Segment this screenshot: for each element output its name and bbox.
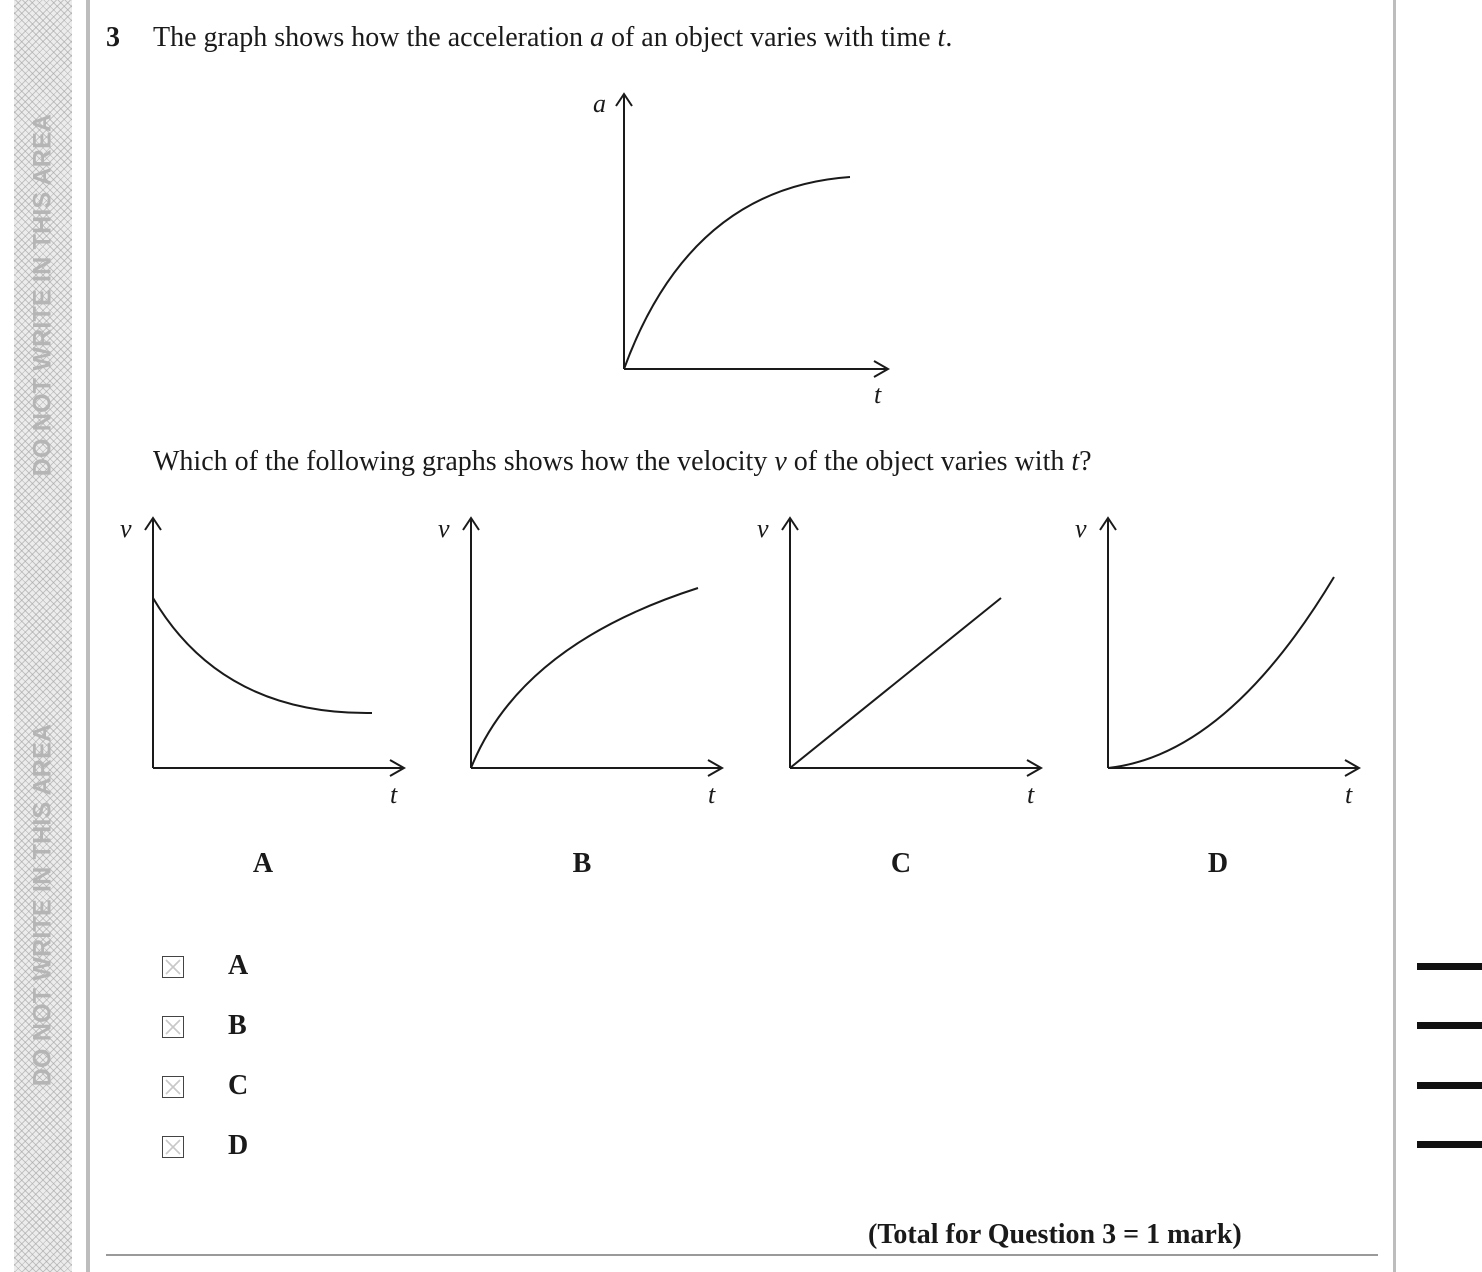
option-graph-d [1067, 510, 1367, 810]
graph-label-a: A [252, 848, 274, 879]
velocity-curve-b [471, 588, 698, 768]
x-axis-label: t [1027, 780, 1035, 809]
answer-label-d: D [228, 1130, 249, 1161]
x-axis-label: t [390, 780, 398, 809]
question-number: 3 [106, 22, 120, 53]
checkbox-c[interactable] [162, 1076, 184, 1098]
right-margin-rule [1393, 0, 1396, 1272]
x-axis-label: t [708, 780, 716, 809]
answer-label-c: C [228, 1070, 249, 1101]
velocity-curve-a [153, 598, 372, 713]
cross-box-icon [163, 1077, 183, 1097]
answer-label-b: B [228, 1010, 247, 1041]
graph-label-d: D [1207, 848, 1229, 879]
y-axis-label: v [120, 514, 132, 543]
acceleration-curve [624, 177, 850, 369]
y-axis-label: a [593, 89, 606, 118]
y-axis-label: v [438, 514, 450, 543]
checkbox-b[interactable] [162, 1016, 184, 1038]
acceleration-time-graph [580, 88, 900, 418]
checkbox-a[interactable] [162, 956, 184, 978]
graph-label-c: C [890, 848, 912, 879]
velocity-line-c [790, 598, 1001, 768]
option-graph-b [430, 510, 730, 810]
checkbox-d[interactable] [162, 1136, 184, 1158]
x-axis-label: t [874, 380, 882, 409]
question-stem: The graph shows how the acceleration a of an object varies with time t. [153, 22, 953, 53]
registration-mark [1417, 1082, 1482, 1089]
registration-mark [1417, 1141, 1482, 1148]
registration-mark [1417, 1022, 1482, 1029]
y-axis-label: v [1075, 514, 1087, 543]
y-axis-label: v [757, 514, 769, 543]
cross-box-icon [163, 957, 183, 977]
total-marks: (Total for Question 3 = 1 mark) [868, 1219, 1242, 1250]
option-graph-a [112, 510, 412, 810]
answer-label-a: A [228, 950, 249, 981]
registration-mark [1417, 963, 1482, 970]
cross-box-icon [163, 1137, 183, 1157]
option-graph-c [749, 510, 1049, 810]
left-margin-rule [86, 0, 90, 1272]
question-prompt: Which of the following graphs shows how the velocity v of the object varies with t? [153, 446, 1092, 477]
graph-label-b: B [572, 848, 592, 879]
cross-box-icon [163, 1017, 183, 1037]
velocity-curve-d [1108, 577, 1334, 768]
x-axis-label: t [1345, 780, 1353, 809]
bottom-rule [106, 1254, 1378, 1256]
